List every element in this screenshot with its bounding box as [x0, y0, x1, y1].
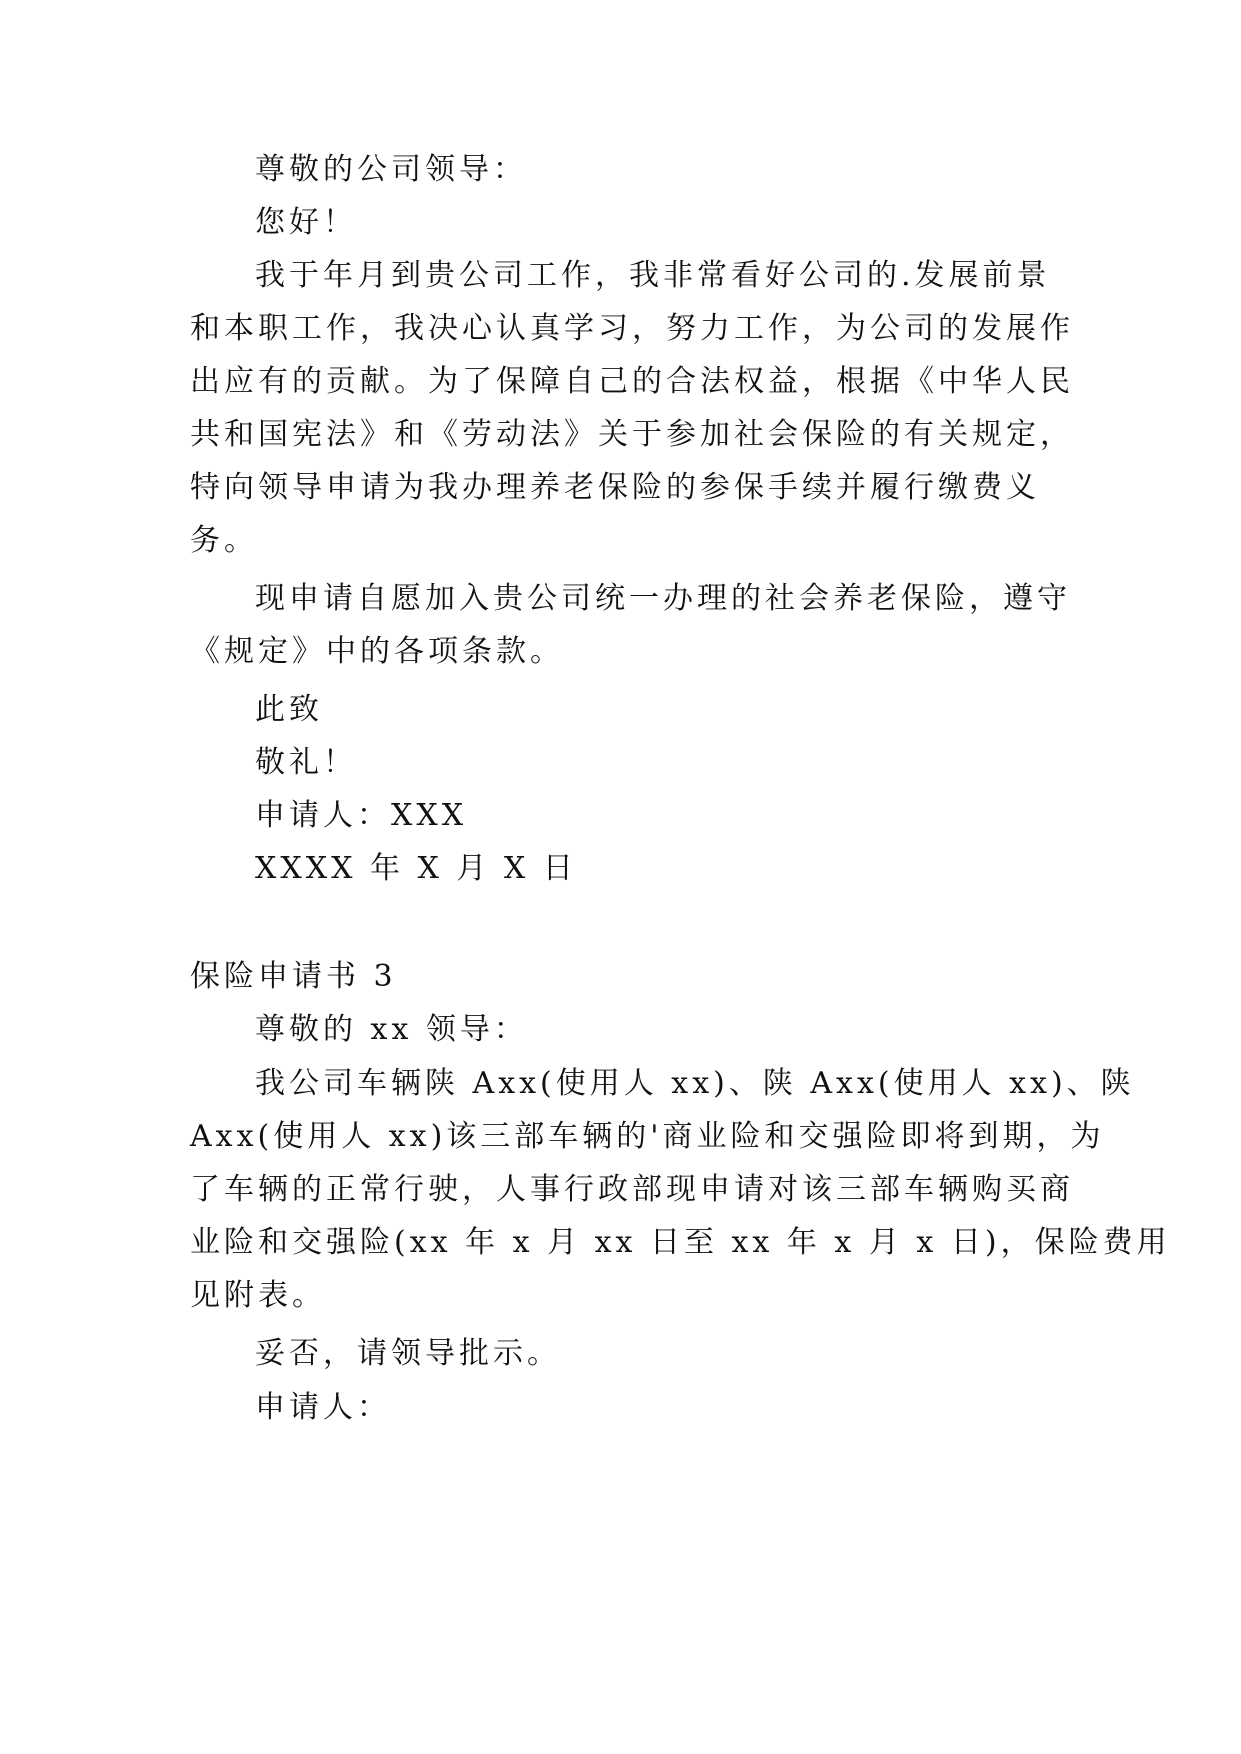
salutation: 尊敬的 xx 领导：	[255, 1012, 528, 1047]
request-line: 妥否，请领导批示。	[255, 1336, 561, 1371]
greeting: 您好！	[255, 205, 357, 240]
applicant-line: 申请人：	[255, 1390, 391, 1425]
salutation: 尊敬的公司领导：	[255, 152, 527, 187]
body-line: 和本职工作，我决心认真学习，努力工作，为公司的发展作	[190, 311, 1074, 346]
body-line: 务。	[190, 523, 258, 558]
closing-line: 此致	[255, 692, 323, 727]
body-line: 了车辆的正常行驶，人事行政部现申请对该三部车辆购买商	[190, 1172, 1074, 1207]
section-title: 保险申请书 3	[190, 959, 397, 994]
body-line: Axx(使用人 xx)该三部车辆的'商业险和交强险即将到期，为	[190, 1119, 1105, 1154]
date-line: XXXX 年 X 月 X 日	[255, 851, 577, 886]
body-line: 见附表。	[190, 1278, 326, 1313]
body-line: 我公司车辆陕 Axx(使用人 xx)、陕 Axx(使用人 xx)、陕	[255, 1066, 1135, 1101]
body-line: 《规定》中的各项条款。	[190, 634, 564, 669]
body-line: 我于年月到贵公司工作，我非常看好公司的.发展前景	[255, 258, 1051, 293]
applicant-line: 申请人：XXX	[255, 798, 468, 833]
body-line: 共和国宪法》和《劳动法》关于参加社会保险的有关规定，	[190, 417, 1074, 452]
body-line: 业险和交强险(xx 年 x 月 xx 日至 xx 年 x 月 x 日)，保险费用	[190, 1225, 1171, 1260]
closing-line: 敬礼！	[255, 745, 357, 780]
body-line: 特向领导申请为我办理养老保险的参保手续并履行缴费义	[190, 470, 1040, 505]
body-line: 出应有的贡献。为了保障自己的合法权益，根据《中华人民	[190, 364, 1074, 399]
body-line: 现申请自愿加入贵公司统一办理的社会养老保险，遵守	[255, 581, 1071, 616]
